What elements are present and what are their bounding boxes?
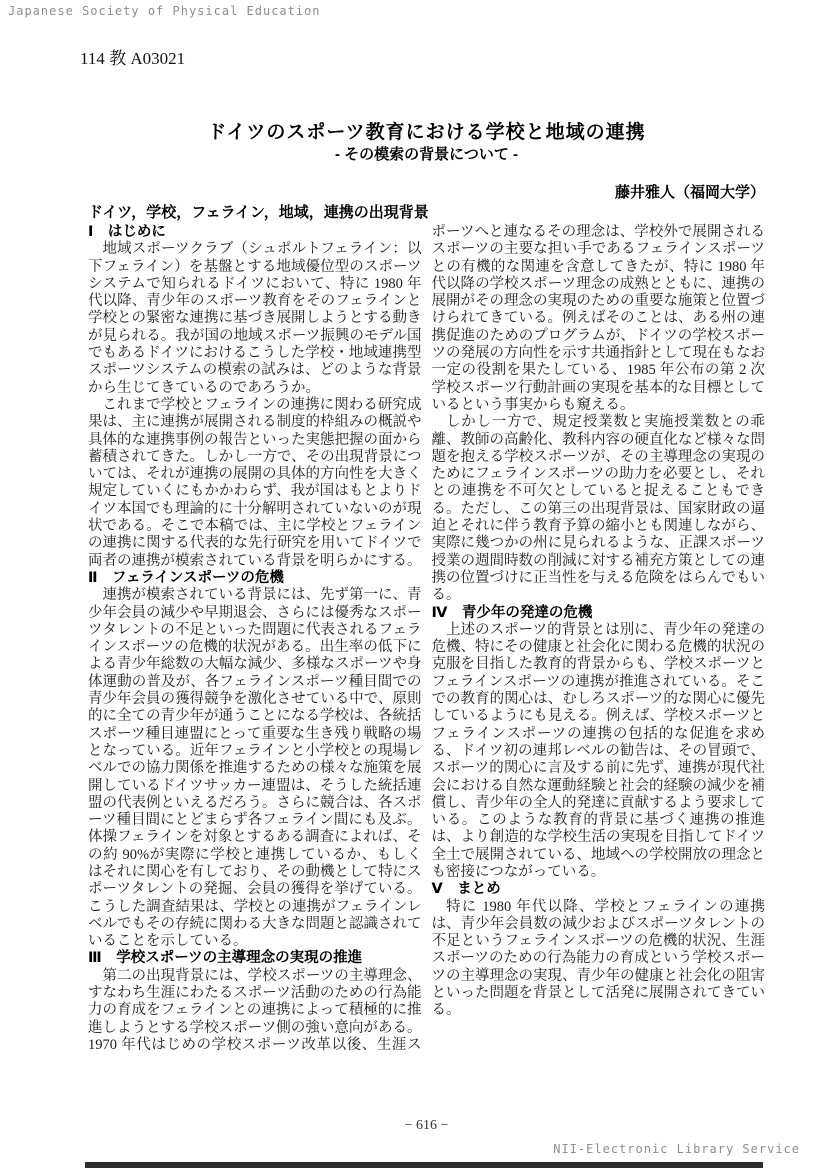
paragraph: 連携が模索されている背景には、先ず第一に、青少年会員の減少や早期退会、さらには優秀なスポーツタレントの不足といった問題に代表されるフェラインスポーツの危機的状況がある。出生率の低下による青少年総数の大幅な減少、多様なスポーツや身体運動の普及が、各フェラインスポーツ種目間での青少年会員の獲得競争を激化させている中で、原則的に全ての青少年が通うことになる学校は、各統括スポーツ種目連盟にとって重要な生き残り戦略の場となっている。近年フェラインと小学校との現場レベルでの協力関係を推進するための様々な施策を展開しているドイツサッカー連盟は、そうした統括連盟の代表例といえるだろう。さらに競合は、各スポーツ種目間にとどまらず各フェライン間にも及ぶ。体操フェラインを対象とするある調査によれば、その約 90%が実際に学校と連携しているか、もしくはそれに関心を有しており、その動機として特にスポーツタレントの発掘、会員の獲得を挙げている。こうした調査結果は、学校との連携がフェラインレベルでもその存続に関わる大きな問題と認識されていることを示している。 bbox=[88, 587, 422, 950]
paper-title: ドイツのスポーツ教育における学校と地域の連携 bbox=[207, 122, 646, 143]
section-verein-sports-crisis bbox=[88, 570, 422, 951]
paragraph: 上述のスポーツ的背景とは別に、青少年の発達の危機、特にその健康と社会化に関わる危機的状況の克服を目指した教育的背景からも、学校スポーツとフェラインスポーツの連携が推進されている。そこでの教育的関心は、むしろスポーツ的な関心に優先しているようにも見える。例えば、学校スポーツとフェラインスポーツの連携の包括的な促進を求める、ドイツ初の連邦レベルの勧告は、その冒頭で、スポーツ的関心に言及する前に先ず、連携が現代社会における自然な運動経験と社会的経験の減少を補償し、青少年の全人的発達に貢献するよう要求している。このような教育的背景に基づく連携の推進は、より創造的な学校生活の実現を目指してドイツ全土で展開されている、地域への学校開放の理念とも密接につながっている。 bbox=[431, 621, 765, 880]
library-header: Japanese Society of Physical Education bbox=[8, 4, 321, 18]
section-heading: Ⅱ フェラインスポーツの危機 bbox=[88, 569, 284, 586]
paragraph: 特に 1980 年代以降、学校とフェラインの連携は、青少年会員数の減少およびスポーツタレントの不足というフェラインスポーツの危機的状況、生涯スポーツのための行為能力の育成という学校スポーツの主導理念の実現、青少年の健康と社会化の阻害といった問題を背景として活発に展開されてきている。 bbox=[431, 898, 765, 1019]
section-heading: Ⅳ 青少年の発達の危機 bbox=[431, 604, 593, 621]
section-heading: Ⅰ はじめに bbox=[88, 224, 166, 240]
page-number: − 616 − bbox=[404, 1118, 449, 1133]
section-summary bbox=[432, 881, 766, 1019]
paragraph: しかし一方で、規定授業数と実施授業数との乖離、教師の高齢化、教科内容の硬直化など様々な問題を抱える学校スポーツが、その主導理念の実現のためにフェラインスポーツの助力を必要とし、それとの連携を不可欠としていると捉えることもできる。ただし、この第三の出現背景は、国家財政の逼迫とそれに伴う教育予算の縮小とも関連しながら、実際に幾つかの州に見られるような、正課スポーツ授業の週間時数の削減に対する補充方策としての連携の位置づけに正当性を与える危険をはらんでもいる。 bbox=[431, 414, 765, 604]
scan-artifact-bar bbox=[85, 1162, 763, 1168]
paragraph: 第二の出現背景には、学校スポーツの主導理念、すなわち生涯にわたるスポーツ活動のための行為能力の育成をフェラインとの連携によって積極的に推進しようとする学校スポーツ側の強い意向がある。1970 年代はじめの学校スポーツ改革以後、生涯スポーツへと連なるその理念は、学校外で展開されるスポーツの主要な担い手であるフェラインスポーツとの有機的な関連を含意してきたが、特に 1980 年代以降の学校スポーツ理念の成熟とともに、連携の展開がその理念の実現のための重要な施策と位置づけられてきている。例えばそのことは、ある州の連携促進のためのプログラムが、ドイツの学校スポーツの発展の方向性を示す共通指針として現在もなお一定の役割を果たしている、1985 年公布の第 2 次学校スポーツ行動計画の実現を基本的な目標としているという事実からも窺える。 bbox=[88, 224, 765, 1053]
paragraph: 地域スポーツクラブ（シュポルトフェライン：以下フェライン）を基盤とする地域優位型のスポーツシステムで知られるドイツにおいて、特に 1980 年代以降、青少年のスポーツ教育をそのフェラインと学校との緊密な連携に基づき展開しようとする動きが見られる。我が国の地域スポーツ振興のモデル国でもあるドイツにおけるこうした学校・地域連携型スポーツシステムの模索の試みは、どのような背景から生じてきているのであろうか。 bbox=[88, 241, 422, 396]
keywords: ドイツ，学校，フェライン，地域，連携の出現背景 bbox=[88, 204, 429, 221]
section-heading: Ⅲ 学校スポーツの主導理念の実現の推進 bbox=[88, 950, 363, 967]
section-introduction bbox=[88, 224, 422, 570]
paper-subtitle: - その模索の背景について - bbox=[334, 146, 519, 163]
nii-service-label: NII-Electronic Library Service bbox=[553, 1142, 800, 1156]
paragraph: これまで学校とフェラインの連携に関わる研究成果は、主に連携が展開される制度的枠組みの概説や具体的な連携事例の報告といった実態把握の面から蓄積されてきた。しかし一方で、その出現背景については、それが連携の展開の具体的方向性を大きく規定していくにもかかわらず、我が国はもとよりドイツ本国でも理論的に十分解明されていないのが現状である。そこで本稿では、主に学校とフェラインの連携に関する代表的な先行研究を用いてドイツで両者の連携が模索されている背景を明らかにする。 bbox=[88, 396, 422, 569]
section-heading: Ⅴ まとめ bbox=[431, 881, 501, 898]
section-youth-development-crisis bbox=[432, 605, 766, 882]
body-columns bbox=[88, 224, 765, 1057]
author: 藤井雅人（福岡大学） bbox=[614, 184, 765, 201]
paper-id: 114 教 A03021 bbox=[80, 49, 186, 68]
